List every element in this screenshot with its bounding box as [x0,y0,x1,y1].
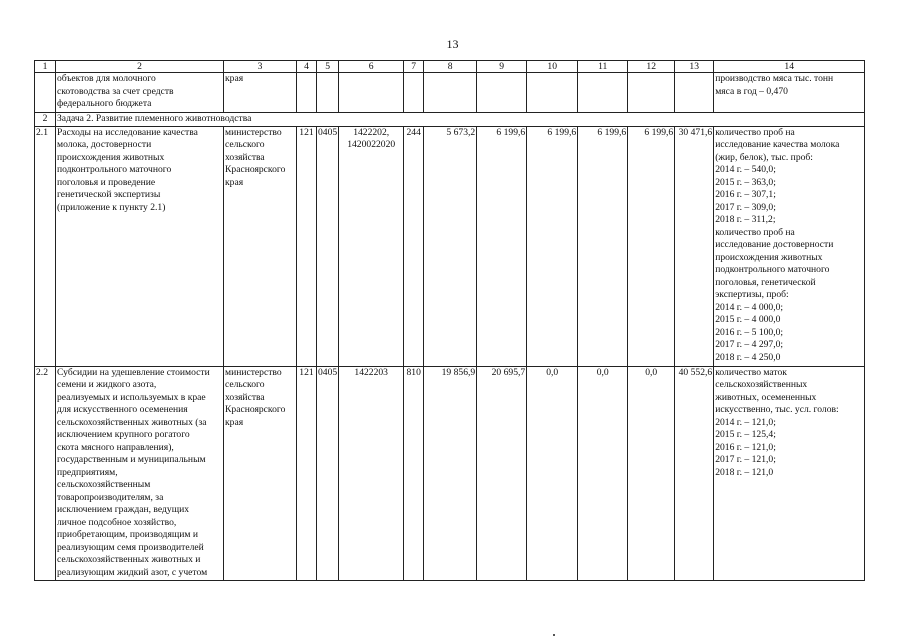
table-row [35,126,865,366]
cell-name: Субсидии на удешевление стоимости семени и жидкого азота, реализуемых и используемых в крае для искусственного осеменения сельскохозяйственных животных (за исключением крупного рогатого скота мясного направления), государственным и муниципальным предприятиям, сельскохозяйственным товаропроизводителям, за исключением граждан, ведущих личное подсобное хозяйство, приобретающим, производящим и реализующим семя производителей сельскохозяйственных животных и реализующим жидкий азот, с учетом [56,366,224,580]
cell-code-6: 1422202, 1420022020 [339,126,404,366]
column-header: 8 [424,61,477,73]
column-header: 11 [578,61,628,73]
header-row [35,61,865,73]
cell-amount: 6 199,6 [527,126,578,366]
cell-amount: 0,0 [578,366,628,580]
cell-code-4: 121 [297,366,317,580]
cell-code-6: 1422203 [339,366,404,580]
column-header: 2 [56,61,224,73]
cell-amount: 5 673,2 [424,126,477,366]
page-number: 13 [446,37,459,51]
column-header: 7 [404,61,424,73]
cell-amount: 6 199,6 [578,126,628,366]
section-title: Задача 2. Развитие племенного животноводства [57,113,252,124]
cell-code-5: 0405 [317,126,339,366]
cell-name: Расходы на исследование качества молока, достоверности происхождения животных подконтрольного маточного поголовья и проведение генетической экспертизы (приложение к пункту 2.1) [56,126,224,366]
cell-agency: министерство сельского хозяйства Красноярского края [224,126,297,366]
cell-result: производство мяса тыс. тонн мяса в год – 0,470 [714,73,865,113]
column-header: 14 [714,61,865,73]
column-header: 12 [628,61,675,73]
cell-code-7: 810 [404,366,424,580]
section-number: 2 [35,113,56,127]
cell-amount: 19 856,9 [424,366,477,580]
scan-speck [553,634,555,636]
cell-amount: 6 199,6 [628,126,675,366]
cell-num: 2.2 [35,366,56,580]
cell-total: 30 471,6 [675,126,714,366]
cell-agency: министерство сельского хозяйства Красноярского края [224,366,297,580]
column-header: 9 [477,61,527,73]
column-header: 6 [339,61,404,73]
cell-code-5: 0405 [317,366,339,580]
cell-result: количество маток сельскохозяйственных животных, осемененных искусственно, тыс. усл. голов: 2014 г. – 121,0; 2015 г. – 125,4; 2016 г. – 121,0; 2017 г. – 121,0; 2018 г. – 121,0 [714,366,865,580]
cell-total: 40 552,6 [675,366,714,580]
table-row [35,366,865,580]
section-row [35,113,865,127]
cell-amount: 20 695,7 [477,366,527,580]
cell-name: объектов для молочного скотоводства за счет средств федерального бюджета [56,73,224,113]
column-header: 13 [675,61,714,73]
cell-agency: края [224,73,297,113]
program-table [34,60,865,581]
table-row-continuation [35,73,865,113]
column-header: 10 [527,61,578,73]
cell-code-4: 121 [297,126,317,366]
column-header: 5 [317,61,339,73]
cell-code-7: 244 [404,126,424,366]
column-header: 4 [297,61,317,73]
cell-amount: 0,0 [628,366,675,580]
column-header: 3 [224,61,297,73]
cell-result: количество проб на исследование качества молока (жир, белок), тыс. проб: 2014 г. – 540,0; 2015 г. – 363,0; 2016 г. – 307,1; 2017 г. – 309,0; 2018 г. – 311,2; количество проб на исследование достоверности происхождения животных подконтрольного маточного поголовья, генетической экспертизы, проб: 2014 г. – 4 000,0; 2015 г. – 4 000,0 2016 г. – 5 100,0; 2017 г. – 4 297,0; 2018 г. – 4 250,0 [714,126,865,366]
cell-amount: 6 199,6 [477,126,527,366]
cell-num: 2.1 [35,126,56,366]
column-header: 1 [35,61,56,73]
cell-amount: 0,0 [527,366,578,580]
cell-num [35,73,56,113]
